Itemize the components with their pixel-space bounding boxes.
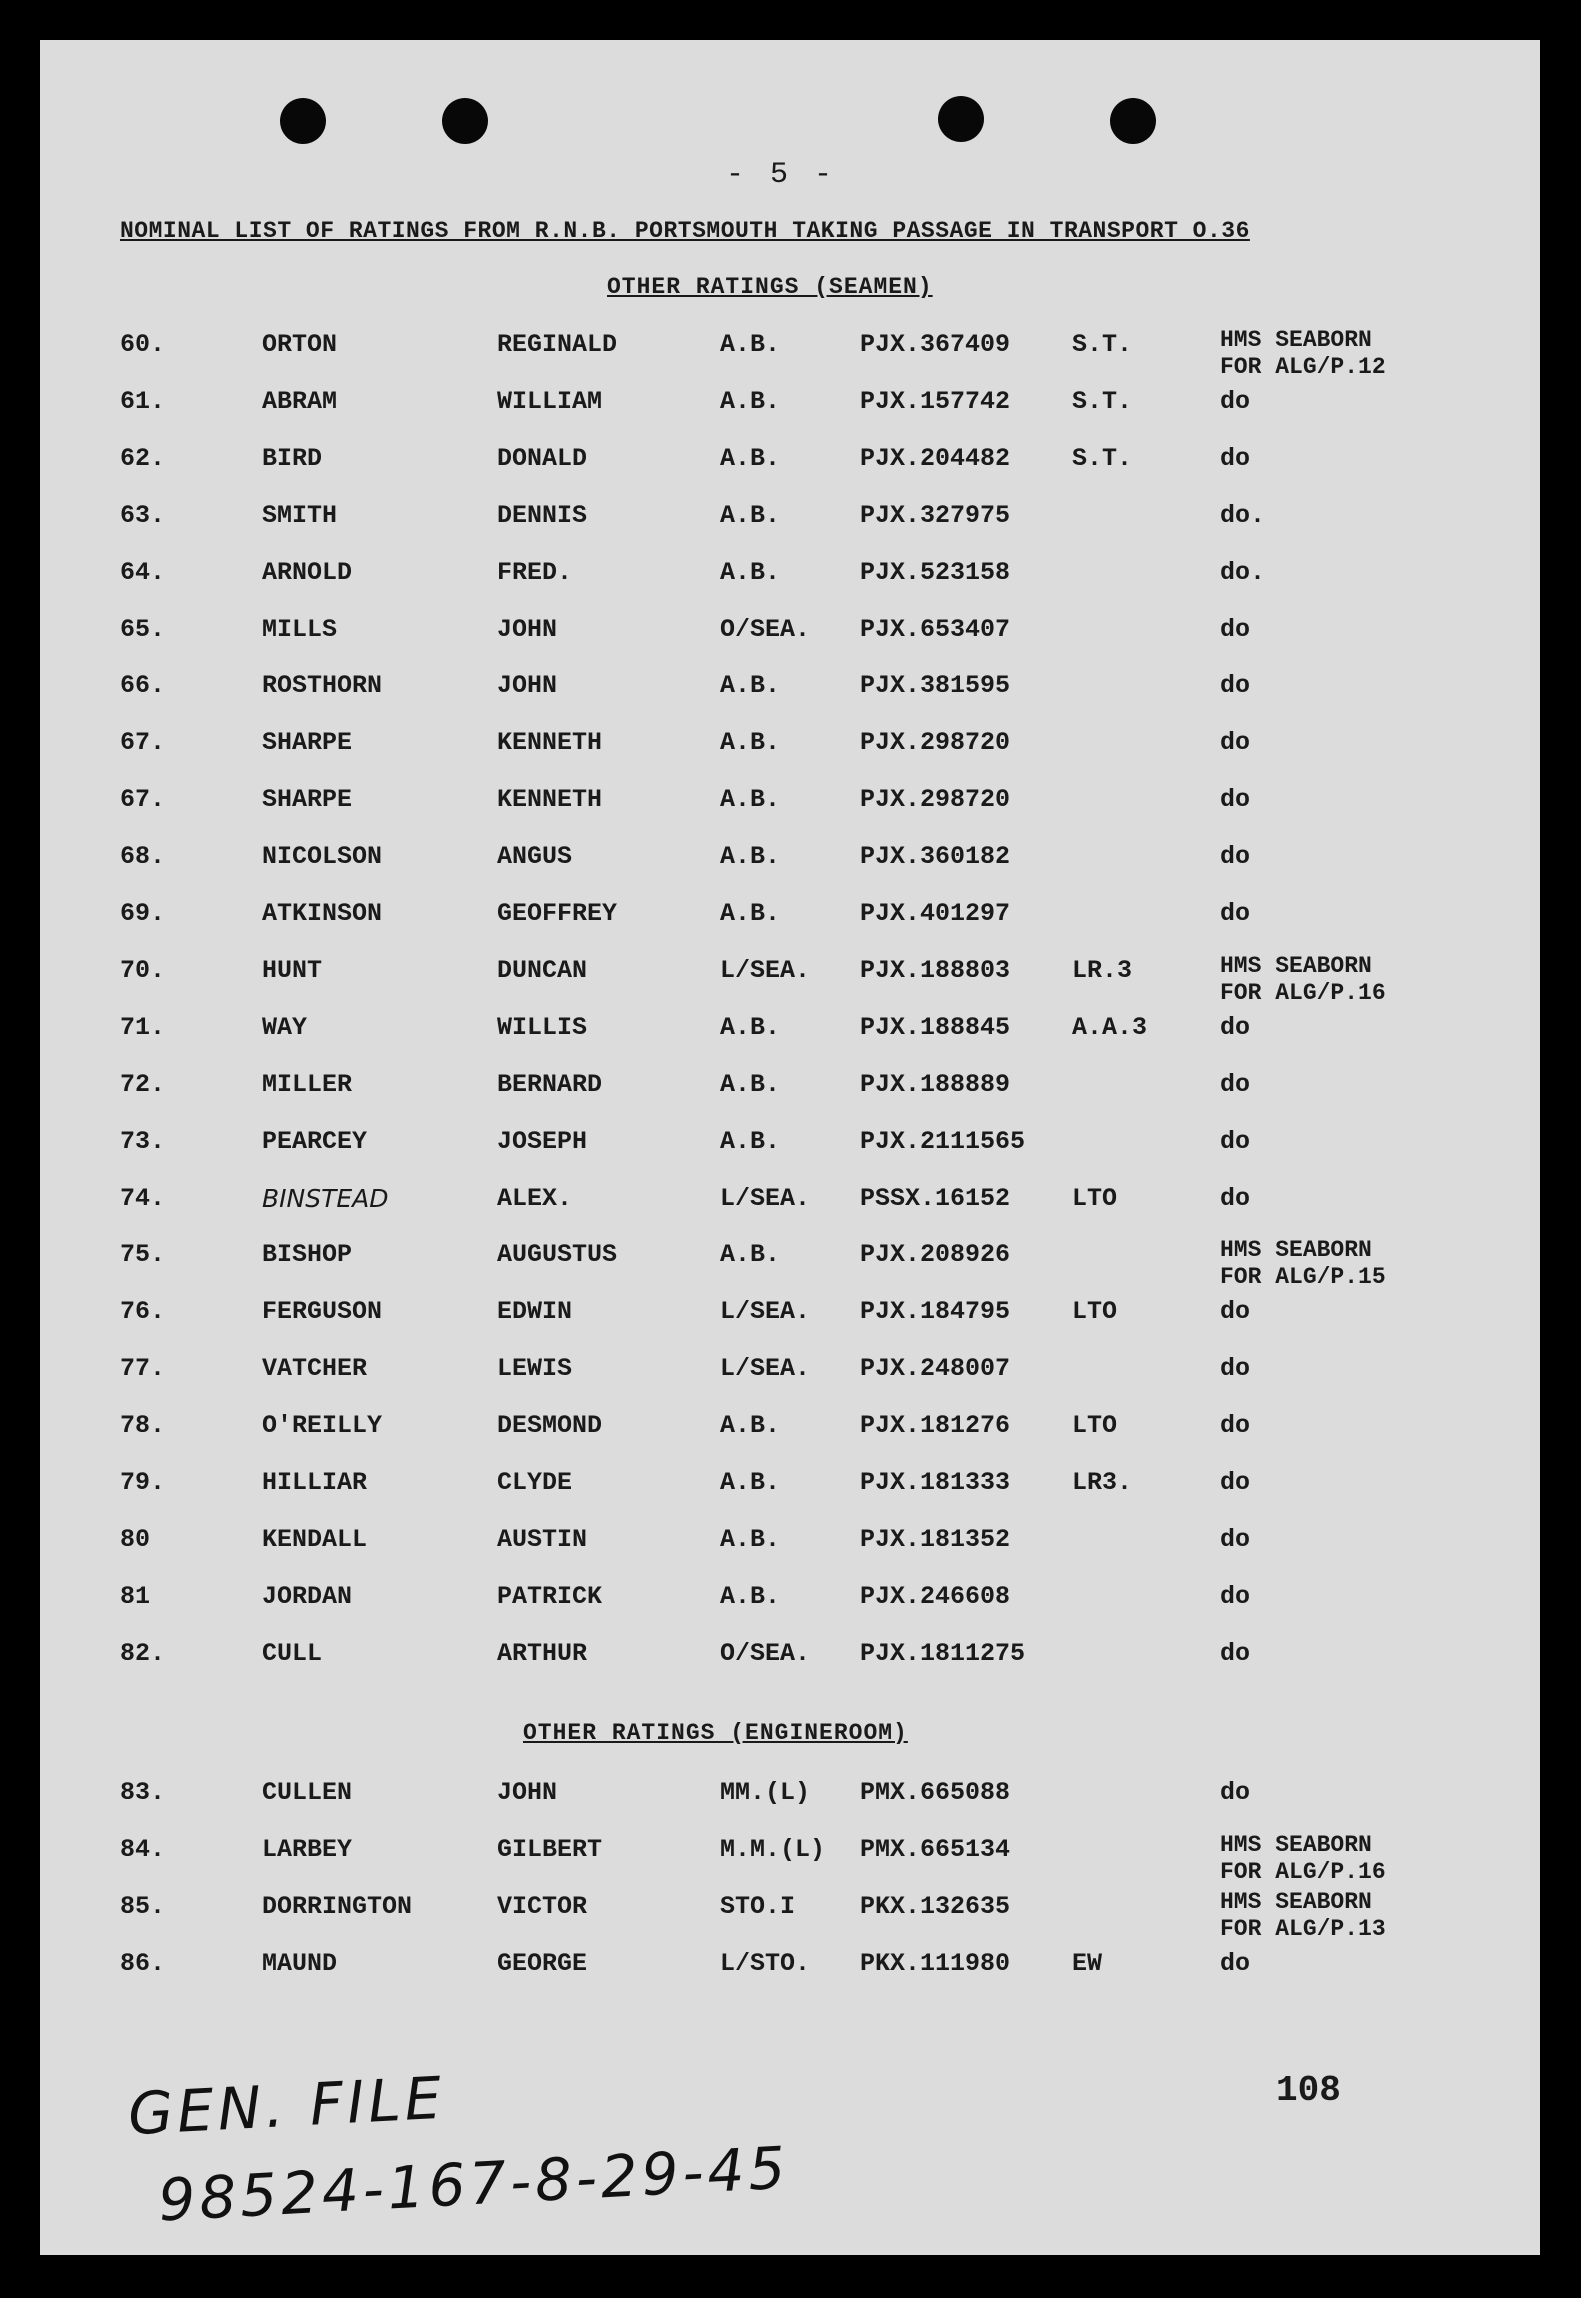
cell-rating: L/SEA. [720,1297,811,1327]
punch-hole [1110,98,1156,144]
cell-dest: do. [1220,557,1266,587]
page-stamp-number: 108 [1276,2070,1341,2111]
cell-surname: MAUND [262,1949,338,1978]
cell-rating: A.B. [720,1240,781,1270]
cell-rating: MM.(L) [720,1778,811,1807]
cell-off-no: PMX.665088 [860,1778,1011,1807]
cell-no: 80 [120,1524,151,1554]
cell-forename: JOHN [497,1778,558,1807]
cell-dest: HMS SEABORN [1220,327,1372,353]
cell-surname: LARBEY [262,1835,353,1864]
cell-surname: CULLEN [262,1778,353,1807]
cell-surname: ABRAM [262,386,338,416]
cell-no: 82. [120,1638,166,1668]
cell-surname: HILLIAR [262,1468,368,1497]
cell-no: 74. [120,1183,166,1213]
cell-rating: A.B. [720,1012,781,1042]
cell-qual: EW [1072,1949,1103,1978]
cell-dest: do [1220,1638,1251,1668]
cell-rating: A.B. [720,1524,781,1554]
document-page [40,40,1540,2255]
cell-dest: do [1220,1297,1251,1327]
cell-qual: LTO [1072,1183,1118,1213]
cell-off-no: PJX.188803 [860,955,1011,985]
cell-off-no: PJX.188845 [860,1012,1011,1042]
cell-forename: WILLIS [497,1012,588,1042]
cell-surname: ORTON [262,330,338,359]
cell-off-no: PJX.360182 [860,842,1011,872]
cell-forename: DENNIS [497,500,588,530]
cell-surname: SHARPE [262,785,353,815]
cell-surname: SMITH [262,500,338,530]
cell-no: 71. [120,1012,166,1042]
cell-dest: do [1220,1468,1251,1497]
cell-forename: WILLIAM [497,386,603,416]
cell-rating: A.B. [720,1069,781,1099]
cell-surname: NICOLSON [262,842,383,872]
cell-surname: BINSTEAD [262,1183,389,1213]
cell-rating: A.B. [720,1126,781,1156]
cell-off-no: PJX.246608 [860,1581,1011,1611]
cell-surname: BISHOP [262,1240,353,1270]
cell-surname: HUNT [262,955,323,985]
cell-no: 77. [120,1354,166,1384]
cell-dest: do [1220,671,1251,701]
cell-forename: JOSEPH [497,1126,588,1156]
cell-rating: A.B. [720,443,781,473]
section-heading-seamen: OTHER RATINGS (SEAMEN) [607,274,933,300]
cell-no: 83. [120,1778,166,1807]
cell-forename: ANGUS [497,842,573,872]
handwritten-file-note-line1: GEN. FILE [126,2063,447,2149]
cell-dest: HMS SEABORN [1220,1237,1372,1264]
cell-rating: O/SEA. [720,614,811,644]
cell-dest-line2: FOR ALG/P.15 [1220,1264,1386,1291]
cell-dest: do [1220,842,1251,872]
cell-dest-line2: FOR ALG/P.16 [1220,979,1386,1006]
cell-forename: VICTOR [497,1892,588,1921]
cell-forename: DESMOND [497,1411,603,1441]
cell-dest-line2: FOR ALG/P.16 [1220,1859,1386,1885]
cell-off-no: PJX.204482 [860,443,1011,473]
cell-dest: do [1220,1069,1251,1099]
cell-dest: do [1220,1411,1251,1441]
cell-dest: do [1220,899,1251,928]
cell-no: 78. [120,1411,166,1441]
cell-rating: A.B. [720,1468,781,1497]
cell-off-no: PJX.401297 [860,899,1011,928]
cell-qual: S.T. [1072,330,1133,359]
cell-dest: do [1220,1126,1251,1156]
cell-off-no: PJX.523158 [860,557,1011,587]
cell-no: 75. [120,1240,166,1270]
cell-surname: MILLS [262,614,338,644]
cell-no: 69. [120,899,166,928]
cell-qual: LR.3 [1072,955,1133,985]
cell-dest: do [1220,443,1251,473]
cell-dest-line2: FOR ALG/P.13 [1220,1916,1386,1942]
cell-forename: KENNETH [497,785,603,815]
cell-forename: GILBERT [497,1835,603,1864]
cell-rating: A.B. [720,386,781,416]
cell-no: 64. [120,557,166,587]
cell-off-no: PJX.184795 [860,1297,1011,1327]
cell-no: 73. [120,1126,166,1156]
cell-dest: do [1220,614,1251,644]
cell-no: 65. [120,614,166,644]
cell-qual: LTO [1072,1297,1118,1327]
cell-forename: DUNCAN [497,955,588,985]
cell-off-no: PJX.1811275 [860,1638,1026,1668]
cell-off-no: PMX.665134 [860,1835,1011,1864]
punch-hole [442,98,488,144]
cell-qual: LTO [1072,1411,1118,1441]
cell-no: 85. [120,1892,166,1921]
cell-dest: do [1220,1581,1251,1611]
cell-surname: SHARPE [262,728,353,758]
cell-no: 66. [120,671,166,701]
handwritten-file-note-line2: 98524-167-8-29-45 [156,2133,791,2235]
cell-off-no: PJX.367409 [860,330,1011,359]
cell-rating: L/SEA. [720,1354,811,1384]
cell-rating: A.B. [720,899,781,928]
cell-off-no: PJX.298720 [860,785,1011,815]
cell-no: 67. [120,728,166,758]
cell-dest: do [1220,1012,1251,1042]
cell-off-no: PJX.208926 [860,1240,1011,1270]
cell-forename: CLYDE [497,1468,573,1497]
cell-surname: KENDALL [262,1524,368,1554]
cell-surname: VATCHER [262,1354,368,1384]
cell-rating: O/SEA. [720,1638,811,1668]
cell-off-no: PJX.181276 [860,1411,1011,1441]
cell-surname: MILLER [262,1069,353,1099]
cell-off-no: PJX.298720 [860,728,1011,758]
cell-off-no: PJX.2111565 [860,1126,1026,1156]
cell-dest: HMS SEABORN [1220,1889,1372,1915]
cell-off-no: PJX.381595 [860,671,1011,701]
cell-rating: A.B. [720,330,781,359]
page-number: - 5 - [726,158,837,192]
cell-forename: JOHN [497,671,558,701]
cell-rating: STO.I [720,1892,796,1921]
cell-surname: PEARCEY [262,1126,368,1156]
cell-dest: do. [1220,500,1266,530]
cell-no: 70. [120,955,166,985]
cell-surname: JORDAN [262,1581,353,1611]
cell-no: 60. [120,330,166,359]
cell-surname: O'REILLY [262,1411,383,1441]
cell-off-no: PKX.111980 [860,1949,1011,1978]
cell-dest: do [1220,1354,1251,1384]
cell-off-no: PKX.132635 [860,1892,1011,1921]
cell-dest: do [1220,728,1251,758]
section-heading-engineroom: OTHER RATINGS (ENGINEROOM) [523,1720,908,1746]
cell-no: 63. [120,500,166,530]
cell-surname: ARNOLD [262,557,353,587]
cell-rating: A.B. [720,785,781,815]
cell-rating: M.M.(L) [720,1835,826,1864]
cell-surname: FERGUSON [262,1297,383,1327]
cell-forename: AUGUSTUS [497,1240,618,1270]
cell-forename: PATRICK [497,1581,603,1611]
cell-forename: DONALD [497,443,588,473]
cell-dest: HMS SEABORN [1220,1832,1372,1858]
cell-dest: do [1220,1778,1251,1807]
cell-rating: A.B. [720,557,781,587]
cell-dest: HMS SEABORN [1220,952,1372,979]
cell-dest: do [1220,386,1251,416]
cell-off-no: PSSX.16152 [860,1183,1011,1213]
cell-forename: LEWIS [497,1354,573,1384]
cell-surname: CULL [262,1638,323,1668]
cell-surname: ROSTHORN [262,671,383,701]
cell-surname: ATKINSON [262,899,383,928]
punch-hole [938,96,984,142]
cell-no: 67. [120,785,166,815]
cell-forename: KENNETH [497,728,603,758]
cell-off-no: PJX.181352 [860,1524,1011,1554]
cell-rating: L/STO. [720,1949,811,1978]
cell-no: 72. [120,1069,166,1099]
cell-rating: A.B. [720,1581,781,1611]
cell-off-no: PJX.327975 [860,500,1011,530]
cell-dest: do [1220,1949,1251,1978]
cell-rating: L/SEA. [720,955,811,985]
cell-off-no: PJX.181333 [860,1468,1011,1497]
cell-qual: A.A.3 [1072,1012,1148,1042]
cell-forename: AUSTIN [497,1524,588,1554]
cell-surname: DORRINGTON [262,1892,413,1921]
cell-no: 84. [120,1835,166,1864]
cell-rating: A.B. [720,671,781,701]
cell-no: 86. [120,1949,166,1978]
cell-qual: S.T. [1072,443,1133,473]
cell-forename: BERNARD [497,1069,603,1099]
punch-hole [280,98,326,144]
cell-no: 76. [120,1297,166,1327]
cell-forename: ARTHUR [497,1638,588,1668]
cell-forename: ALEX. [497,1183,573,1213]
cell-no: 62. [120,443,166,473]
cell-rating: A.B. [720,728,781,758]
cell-no: 81 [120,1581,151,1611]
cell-qual: LR3. [1072,1468,1133,1497]
cell-dest: do [1220,785,1251,815]
cell-surname: WAY [262,1012,308,1042]
cell-rating: A.B. [720,842,781,872]
cell-forename: GEORGE [497,1949,588,1978]
cell-off-no: PJX.157742 [860,386,1011,416]
cell-no: 79. [120,1468,166,1497]
cell-qual: S.T. [1072,386,1133,416]
cell-surname: BIRD [262,443,323,473]
cell-forename: GEOFFREY [497,899,618,928]
cell-off-no: PJX.653407 [860,614,1011,644]
document-title: NOMINAL LIST OF RATINGS FROM R.N.B. PORTSMOUTH TAKING PASSAGE IN TRANSPORT O.36 [120,218,1250,244]
cell-rating: A.B. [720,1411,781,1441]
cell-no: 61. [120,386,166,416]
cell-rating: L/SEA. [720,1183,811,1213]
cell-rating: A.B. [720,500,781,530]
cell-forename: JOHN [497,614,558,644]
cell-off-no: PJX.188889 [860,1069,1011,1099]
cell-forename: FRED. [497,557,573,587]
cell-forename: REGINALD [497,330,618,359]
cell-off-no: PJX.248007 [860,1354,1011,1384]
cell-forename: EDWIN [497,1297,573,1327]
cell-dest: do [1220,1524,1251,1554]
cell-dest: do [1220,1183,1251,1213]
cell-no: 68. [120,842,166,872]
cell-dest-line2: FOR ALG/P.12 [1220,354,1386,380]
